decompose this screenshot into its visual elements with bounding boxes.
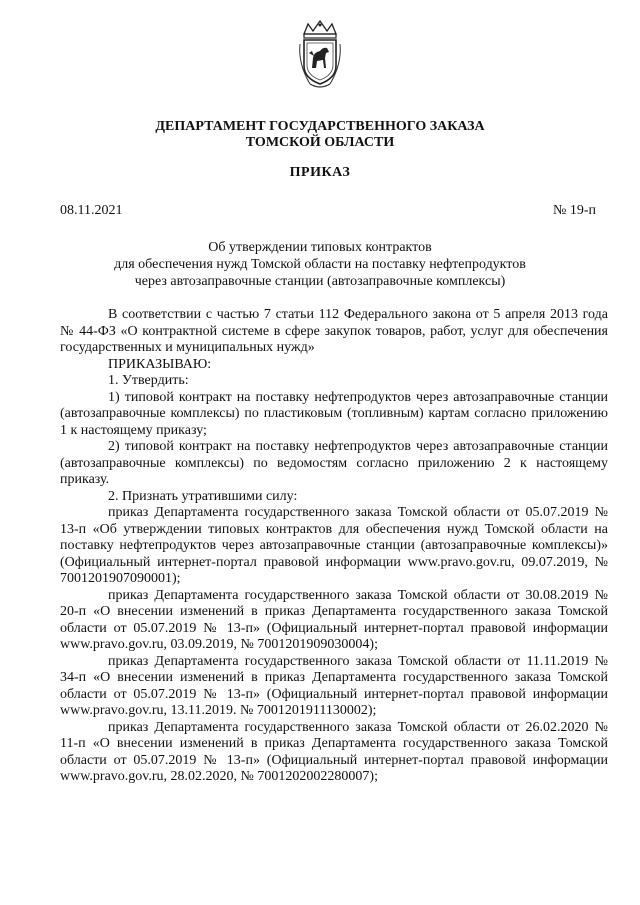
subject-line2: для обеспечения нужд Томской области на поставку нефтепродуктов [114,257,526,272]
document-number: № 19-п [552,203,596,218]
department-name-line2: ТОМСКОЙ ОБЛАСТИ [245,135,395,150]
document-type: ПРИКАЗ [289,165,351,180]
subject-line1: Об утверждении типовых контрактов [208,240,432,255]
repeal-item-1: приказ Департамента государственного заказа Томской области от 05.07.2019 № 13-п «Об утверждении типовых контрактов для обеспечения нужд Томской области на поставку нефтепродуктов через автозаправочные станции (автозаправочные комплексы)» (Официальный интернет-портал правовой информации www.pravo.gov.ru, 09.07.2019, № 7001201907090001); [60,505,608,586]
department-name-line1: ДЕПАРТАМЕНТ ГОСУДАРСТВЕННОГО ЗАКАЗА [155,119,485,134]
tomsk-region-coat-of-arms-icon [296,20,344,92]
preamble-paragraph: В соответствии с частью 7 статьи 112 Федерального закона от 5 апреля 2013 года № 44-ФЗ «О контрактной системе в сфере закупок товаров, работ, услуг для обеспечения государственных и муниципальных нужд» [60,307,608,355]
item-1-1: 1) типовой контракт на поставку нефтепродуктов через автозаправочные станции (автозаправочные комплексы) по пластиковым (топливным) картам согласно приложению 1 к настоящему приказу; [60,389,608,438]
item-1: 1. Утвердить: [108,373,189,388]
order-word: ПРИКАЗЫВАЮ: [108,356,212,372]
item-2: 2. Признать утратившими силу: [108,488,298,504]
repeal-item-2: приказ Департамента государственного заказа Томской области от 30.08.2019 № 20-п «О внесении изменений в приказ Департамента государственного заказа Томской области от 05.07.2019 № 13-п» (Официальный интернет-портал правовой информации www.pravo.gov.ru, 03.09.2019, № 7001201909030004); [60,587,608,652]
document-date: 08.11.2021 [60,203,123,218]
item-1-2: 2) типовой контракт на поставку нефтепродуктов через автозаправочные станции (автозаправочные комплексы) по ведомостям согласно приложению 2 к настоящему приказу. [60,439,608,487]
repeal-item-4: приказ Департамента государственного заказа Томской области от 26.02.2020 № 11-п «О внесении изменений в приказ Департамента государственного заказа Томской области от 05.07.2019 № 13-п» (Официальный интернет-портал правовой информации www.pravo.gov.ru, 28.02.2020, № 7001202002280007); [60,719,608,784]
repeal-item-3: приказ Департамента государственного заказа Томской области от 11.11.2019 № 34-п «О внесении изменений в приказ Департамента государственного заказа Томской области от 05.07.2019 № 13-п» (Официальный интернет-портал правовой информации www.pravo.gov.ru, 13.11.2019. № 7001201911130002); [60,653,608,718]
subject-line3: через автозаправочные станции (автозаправочные комплексы) [134,274,506,289]
document-body [60,307,608,786]
